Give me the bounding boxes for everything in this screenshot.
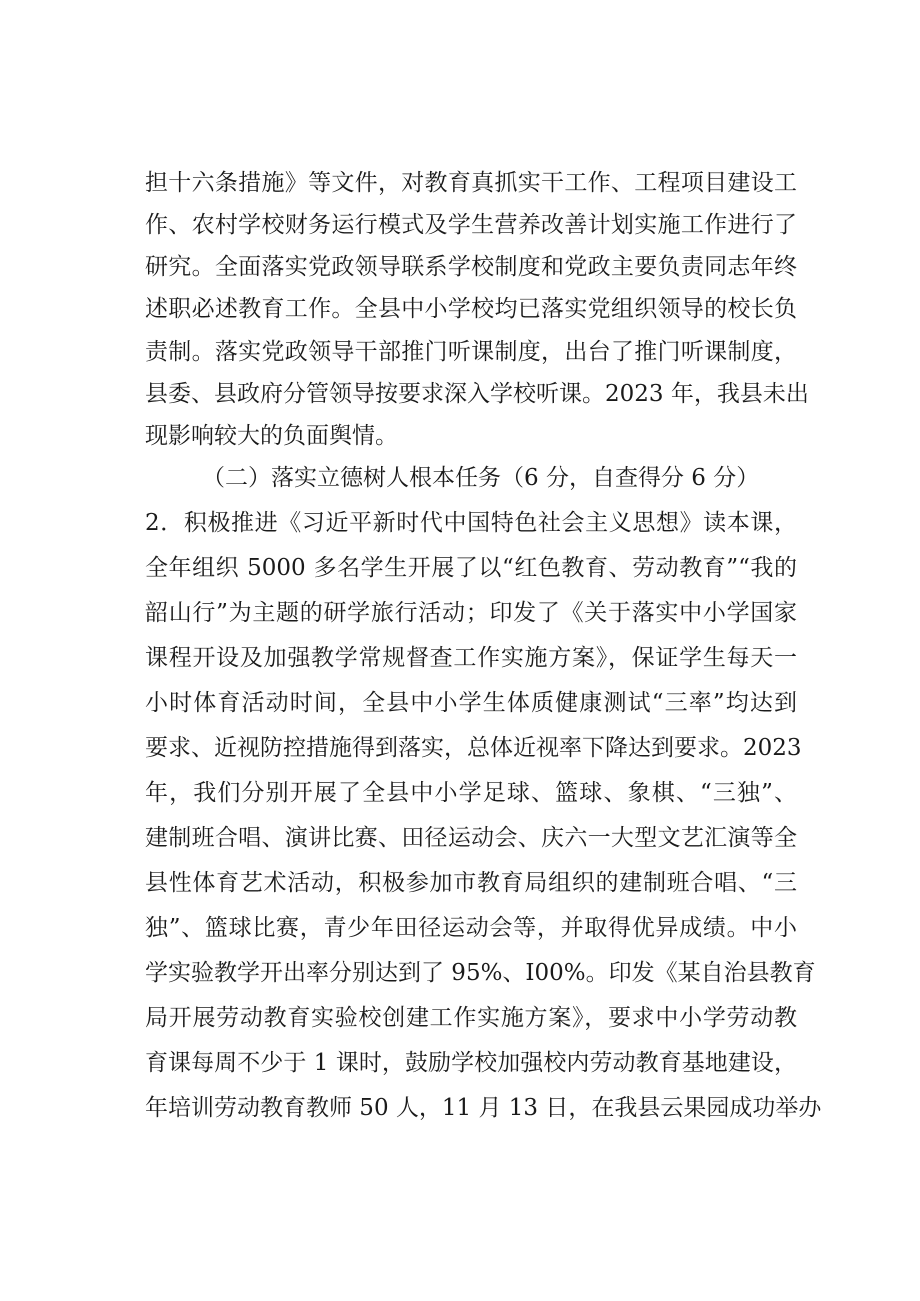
paragraph-1-line-2: 作、农村学校财务运行模式及学生营养改善计划实施工作进行了 [145,212,797,238]
paragraph-2-line-14: 年培训劳动教育教师 50 人，11 月 13 日，在我县云果园成功举办 [145,1095,822,1121]
paragraph-2-line-11: 学实验教学开出率分别达到了 95%、I00%。印发《某自治县教育 [145,960,816,986]
paragraph-1-line-5: 责制。落实党政领导干部推门听课制度，出台了推门听课制度， [145,339,797,365]
paragraph-2-line-5: 小时体育活动时间，全县中小学生体质健康测试“三率”均达到 [145,690,797,716]
paragraph-2-line-10: 独”、篮球比赛，青少年田径运动会等，并取得优异成绩。中小 [145,915,797,941]
section-heading: （二）落实立德树人根本任务（6 分，自查得分 6 分） [202,465,760,491]
paragraph-1-line-6: 县委、县政府分管领导按要求深入学校听课。2023 年，我县未出 [145,381,809,407]
paragraph-2-line-6: 要求、近视防控措施得到落实，总体近视率下降达到要求。2023 [145,735,802,761]
paragraph-1-line-4: 述职必述教育工作。全县中小学校均已落实党组织领导的校长负 [145,296,797,322]
paragraph-2-line-2: 全年组织 5000 多名学生开展了以“红色教育、劳动教育”“我的 [145,555,797,581]
paragraph-2-line-3: 韶山行”为主题的研学旅行活动；印发了《关于落实中小学国家 [145,600,797,626]
paragraph-2-line-7: 年，我们分别开展了全县中小学足球、篮球、象棋、“三独”、 [145,780,797,806]
paragraph-1-line-1: 担十六条措施》等文件，对教育真抓实干工作、工程项目建设工 [145,170,797,196]
paragraph-2-line-8: 建制班合唱、演讲比赛、田径运动会、庆六一大型文艺汇演等全 [145,825,797,851]
paragraph-2-line-4: 课程开设及加强教学常规督查工作实施方案》，保证学生每天一 [145,645,797,671]
paragraph-2-line-1: 2．积极推进《习近平新时代中国特色社会主义思想》读本课， [145,510,797,536]
paragraph-2-line-12: 局开展劳动教育实验校创建工作实施方案》，要求中小学劳动教 [145,1005,797,1031]
paragraph-2-line-9: 县性体育艺术活动，积极参加市教育局组织的建制班合唱、“三 [145,870,797,896]
paragraph-1-line-3: 研究。全面落实党政领导联系学校制度和党政主要负责同志年终 [145,254,797,280]
paragraph-1-line-7: 现影响较大的负面舆情。 [145,423,398,449]
paragraph-2-line-13: 育课每周不少于 1 课时，鼓励学校加强校内劳动教育基地建设， [145,1050,797,1076]
